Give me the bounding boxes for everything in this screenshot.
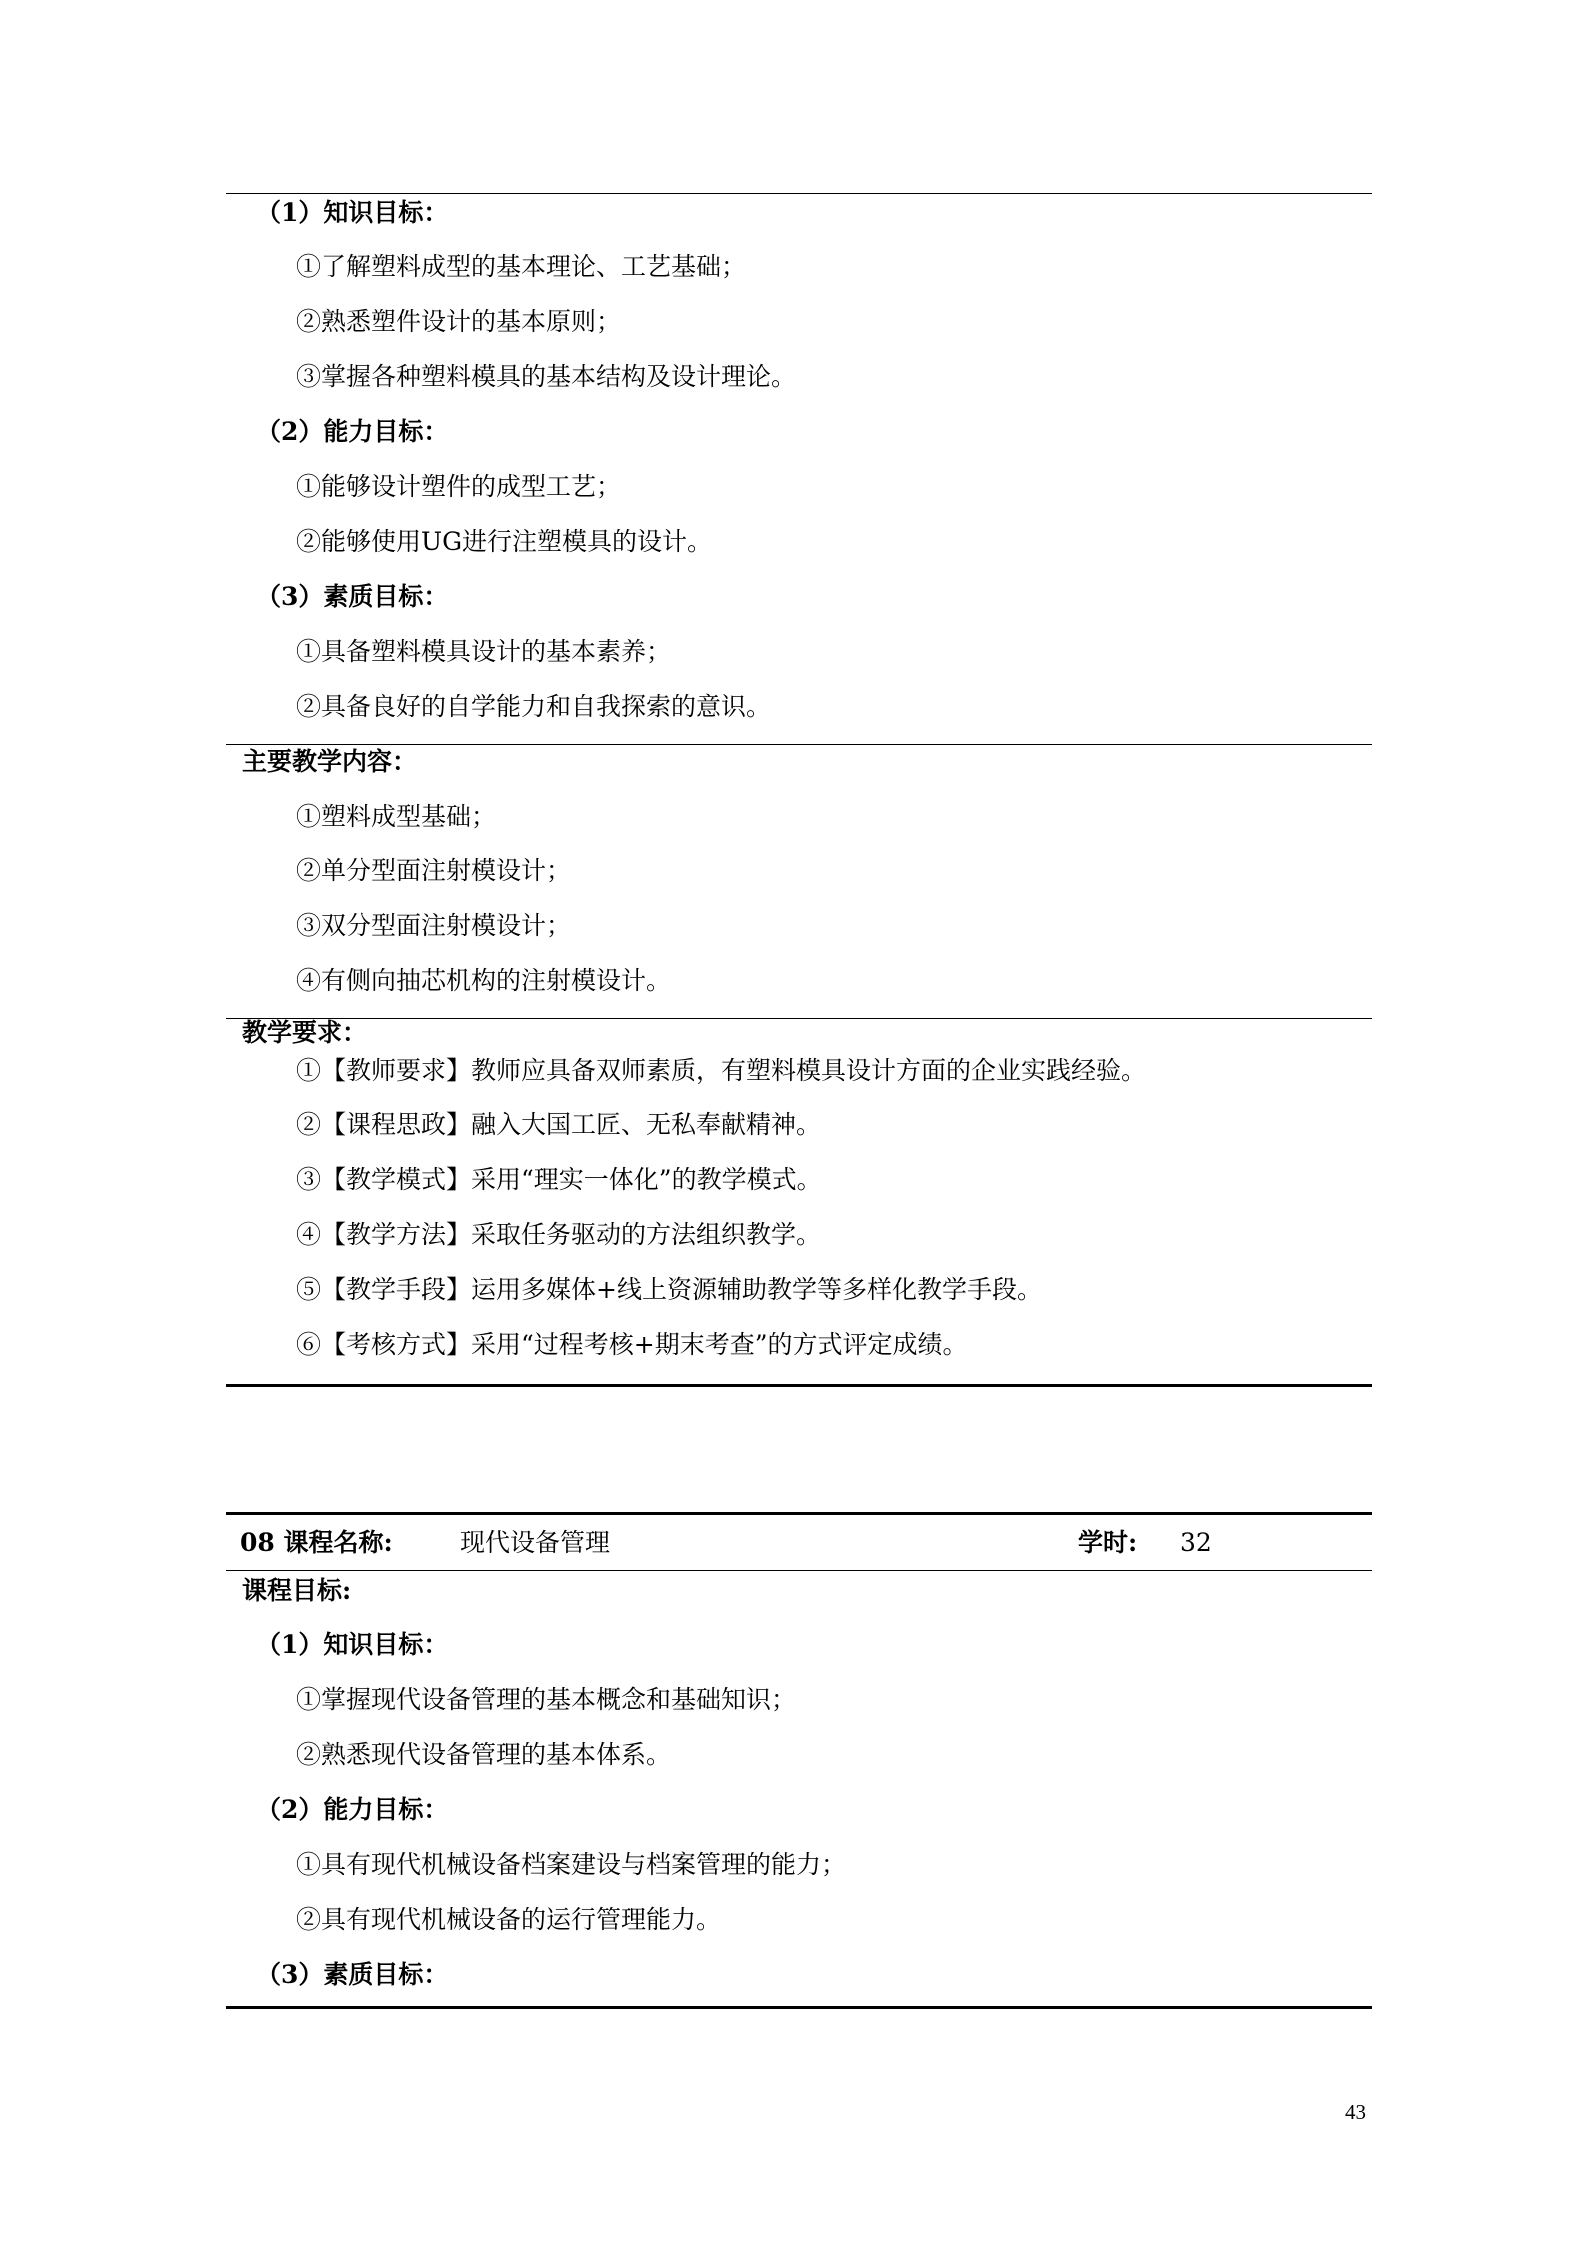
list-item: ②单分型面注射模设计； — [296, 856, 572, 885]
list-item: ①能够设计塑件的成型工艺； — [296, 472, 622, 501]
teaching-requirements-heading: 教学要求： — [242, 1018, 368, 1047]
teaching-content-heading: 主要教学内容： — [242, 747, 418, 776]
course-name-label: 08 课程名称: — [240, 1528, 393, 1557]
course-name-value: 现代设备管理 — [460, 1528, 611, 1557]
bottom-rule — [226, 2006, 1372, 2009]
list-item: ②具有现代机械设备的运行管理能力。 — [296, 1905, 722, 1934]
course-objectives-heading: 课程目标: — [242, 1576, 352, 1605]
section-divider — [226, 744, 1372, 745]
list-item: ②具备良好的自学能力和自我探索的意识。 — [296, 692, 772, 721]
knowledge-objectives-heading: （1）知识目标： — [256, 198, 449, 227]
ability-objectives-heading: （2）能力目标： — [256, 1795, 449, 1824]
page-number: 43 — [1345, 2100, 1366, 2124]
section-divider — [226, 1018, 1372, 1019]
list-item: ③掌握各种塑料模具的基本结构及设计理论。 — [296, 362, 797, 391]
top-rule — [226, 1512, 1372, 1515]
list-item: ①【教师要求】教师应具备双师素质，有塑料模具设计方面的企业实践经验。 — [296, 1056, 1147, 1085]
course-block-1 — [226, 193, 1372, 1393]
list-item: ①具有现代机械设备档案建设与档案管理的能力； — [296, 1850, 847, 1879]
quality-objectives-heading: （3）素质目标： — [256, 1960, 449, 1989]
list-item: ④有侧向抽芯机构的注射模设计。 — [296, 966, 672, 995]
top-rule — [226, 193, 1372, 194]
list-item: ①具备塑料模具设计的基本素养； — [296, 637, 672, 666]
course-hours-label: 学时: — [1078, 1528, 1138, 1557]
list-item: ②【课程思政】融入大国工匠、无私奉献精神。 — [296, 1110, 822, 1139]
list-item: ③双分型面注射模设计； — [296, 911, 572, 940]
header-divider — [226, 1570, 1372, 1571]
list-item: ①了解塑料成型的基本理论、工艺基础； — [296, 252, 747, 281]
list-item: ④【教学方法】采取任务驱动的方法组织教学。 — [296, 1220, 822, 1249]
list-item: ⑤【教学手段】运用多媒体+线上资源辅助教学等多样化教学手段。 — [296, 1275, 1042, 1304]
course-block-2 — [226, 1512, 1372, 2012]
list-item: ①塑料成型基础； — [296, 802, 497, 831]
list-item: ②能够使用UG进行注塑模具的设计。 — [296, 527, 713, 556]
knowledge-objectives-heading: （1）知识目标： — [256, 1630, 449, 1659]
list-item: ③【教学模式】采用“理实一体化”的教学模式。 — [296, 1165, 822, 1194]
quality-objectives-heading: （3）素质目标： — [256, 582, 449, 611]
list-item: ①掌握现代设备管理的基本概念和基础知识； — [296, 1685, 797, 1714]
list-item: ②熟悉塑件设计的基本原则； — [296, 307, 622, 336]
ability-objectives-heading: （2）能力目标： — [256, 417, 449, 446]
bottom-rule — [226, 1384, 1372, 1387]
list-item: ②熟悉现代设备管理的基本体系。 — [296, 1740, 672, 1769]
course-hours-value: 32 — [1180, 1528, 1212, 1557]
list-item: ⑥【考核方式】采用“过程考核+期末考查”的方式评定成绩。 — [296, 1330, 968, 1359]
